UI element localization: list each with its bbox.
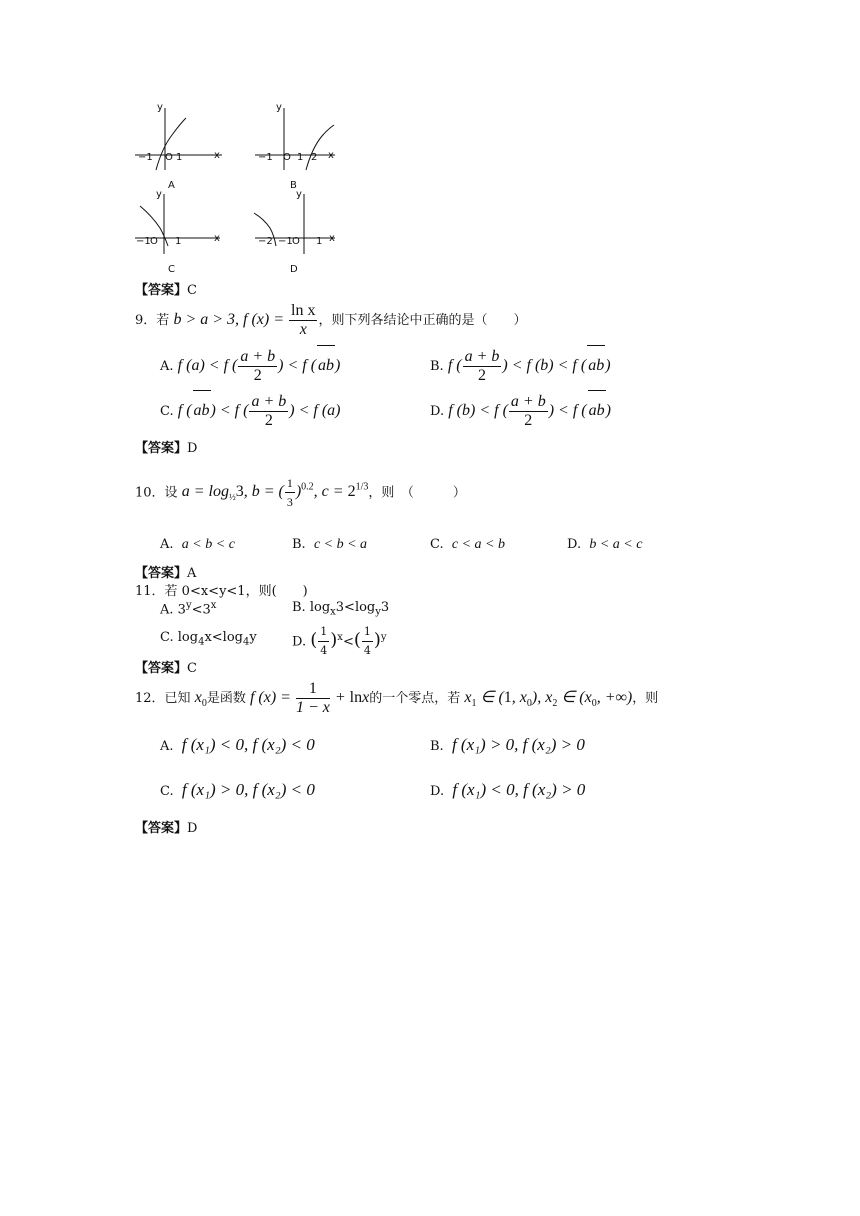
option-12b[interactable] (430, 735, 585, 755)
option-text: c < a < b (451, 537, 505, 552)
axis-y-label: y (156, 189, 162, 200)
axis-y-label: y (276, 102, 282, 113)
fraction (289, 302, 317, 339)
option-10b[interactable] (292, 537, 367, 553)
graph-a (130, 100, 230, 195)
option-9a[interactable]: A. f (a) < f ( $\frac{a + b}{2}$ ) < f ( ab) (160, 345, 340, 387)
option-label: D. (430, 404, 445, 419)
option-label: C. (160, 630, 174, 645)
option-label: A. (160, 739, 174, 754)
axis-x-label: x (214, 233, 220, 244)
option-12d[interactable] (430, 780, 585, 800)
question-prefix: 若 (156, 313, 170, 328)
question-prefix: 设 (164, 485, 178, 501)
option-11d[interactable]: D. ( $\frac{1}{4}$ )$^x$<( $\frac{1}{4}$ )$^y$ (292, 625, 387, 658)
tick-label: 1 (175, 236, 182, 247)
tick-label: 1 (176, 152, 183, 163)
origin-label: O (283, 152, 291, 163)
option-10d[interactable] (567, 537, 642, 553)
option-text: f (x₁) > 0, f (x₂) < 0 (181, 780, 315, 799)
option-label: B. (292, 537, 306, 552)
answer-line-q9 (135, 437, 197, 456)
question-number: 10． (135, 485, 165, 501)
answer-tag: 【答案】 (135, 661, 188, 676)
graph-label: C (168, 264, 175, 275)
question-condition: b > a > 3, f (x) = (173, 311, 289, 328)
answer-line-q8 (135, 279, 197, 298)
tick-label: 1 (316, 236, 323, 247)
option-12c[interactable] (160, 780, 315, 800)
answer-value: C (187, 283, 197, 298)
option-text: f (x₁) < 0, f (x₂) < 0 (181, 735, 315, 754)
graph-label: D (290, 264, 298, 275)
question-number: 12． (135, 691, 165, 706)
fraction-numerator: ln x (291, 302, 316, 319)
answer-tag: 【答案】 (135, 821, 188, 836)
question-12-stem: 12．已知 $x_0$是函数 f (x) = $\frac{1}{1 - x}$ + lnx的一个零点，若 $x_1$ ∈ (1, $x_0$), $x_2$ ∈ ($x_0$, +∞)，则 (135, 680, 659, 716)
answer-value: C (187, 661, 197, 676)
answer-value: D (187, 821, 198, 836)
tick-label: 1 (297, 152, 304, 163)
answer-line-q11 (135, 657, 197, 676)
fraction-denominator: x (299, 321, 307, 338)
question-expression: $a = \log_{\frac{1}{2}}3$, b = ( $\frac{1}{3}$ )$^{0.2}$, $c = 2^{1/3}$ (181, 476, 369, 510)
graph-label: B (290, 180, 297, 191)
axis-x-label: x (329, 233, 335, 244)
graph-b-svg (250, 100, 350, 195)
option-label: B. (430, 739, 444, 754)
origin-label: O (292, 236, 300, 247)
option-10c[interactable] (430, 537, 505, 553)
question-11-stem (135, 580, 308, 599)
graph-a-svg (130, 100, 230, 195)
option-label: A. (160, 359, 174, 374)
tick-label: −1 (258, 152, 273, 163)
graph-label: A (168, 180, 175, 191)
option-11b[interactable]: B. $\log_x3<\log_y3$ (292, 600, 390, 618)
option-label: C. (160, 784, 174, 799)
question-10-stem (135, 468, 466, 518)
option-label: A. (160, 602, 174, 618)
option-label: C. (430, 537, 444, 552)
answer-tag: 【答案】 (135, 566, 188, 581)
option-label: D. (292, 634, 307, 650)
option-9d[interactable]: D. f (b) < f ( $\frac{a + b}{2}$ ) < f ( ab) (430, 390, 611, 432)
option-label: A. (160, 537, 174, 552)
tick-label: −1 (278, 236, 293, 247)
option-12a[interactable] (160, 735, 315, 755)
option-label: B. (430, 359, 444, 374)
option-label: D. (430, 784, 445, 799)
axis-x-label: x (214, 150, 220, 161)
tick-label: −2 (258, 236, 273, 247)
option-label: C. (160, 404, 174, 419)
option-9b[interactable]: B. f ( $\frac{a + b}{2}$ ) < f (b) < f ( ab) (430, 345, 611, 387)
question-suffix: ，则下列各结论中正确的是（ ） (318, 313, 527, 328)
option-text: a < b < c (181, 537, 235, 552)
question-number: 11． (135, 584, 165, 599)
option-text: c < b < a (313, 537, 368, 552)
origin-label: O (165, 152, 173, 163)
graph-b (250, 100, 350, 195)
option-text: b < a < c (589, 537, 643, 552)
option-11c[interactable]: C. $\log_4x<\log_4y$ (160, 630, 257, 648)
axis-y-label: y (157, 102, 163, 113)
option-label: B. (292, 600, 306, 615)
option-text: f (x₁) < 0, f (x₂) > 0 (452, 780, 586, 799)
tick-label: −1 (138, 152, 153, 163)
option-label: D. (567, 537, 582, 552)
axis-x-label: x (328, 150, 334, 161)
question-9-stem (135, 300, 527, 341)
answer-line-q12 (135, 817, 197, 836)
graph-c (130, 188, 230, 283)
option-9c[interactable]: C. f ( ab) < f ( $\frac{a + b}{2}$ ) < f (a) (160, 390, 340, 432)
tick-label: 2 (311, 152, 318, 163)
tick-label: −1 (136, 236, 151, 247)
question-text: 若 0<x<y<1，则( ) (164, 584, 308, 599)
answer-value: D (187, 441, 198, 456)
question-number: 9． (135, 313, 157, 328)
question-suffix: ，则 （ ） (368, 485, 466, 501)
answer-line-q10 (135, 562, 196, 581)
option-11a[interactable]: A. $3^y<3^x$ (160, 600, 217, 618)
answer-value: A (187, 566, 197, 581)
answer-tag: 【答案】 (135, 441, 188, 456)
option-10a[interactable] (160, 537, 235, 553)
origin-label: O (150, 236, 158, 247)
answer-tag: 【答案】 (135, 283, 188, 298)
option-text: f (x₁) > 0, f (x₂) > 0 (451, 735, 585, 754)
axis-y-label: y (296, 189, 302, 200)
graph-d (250, 188, 350, 283)
